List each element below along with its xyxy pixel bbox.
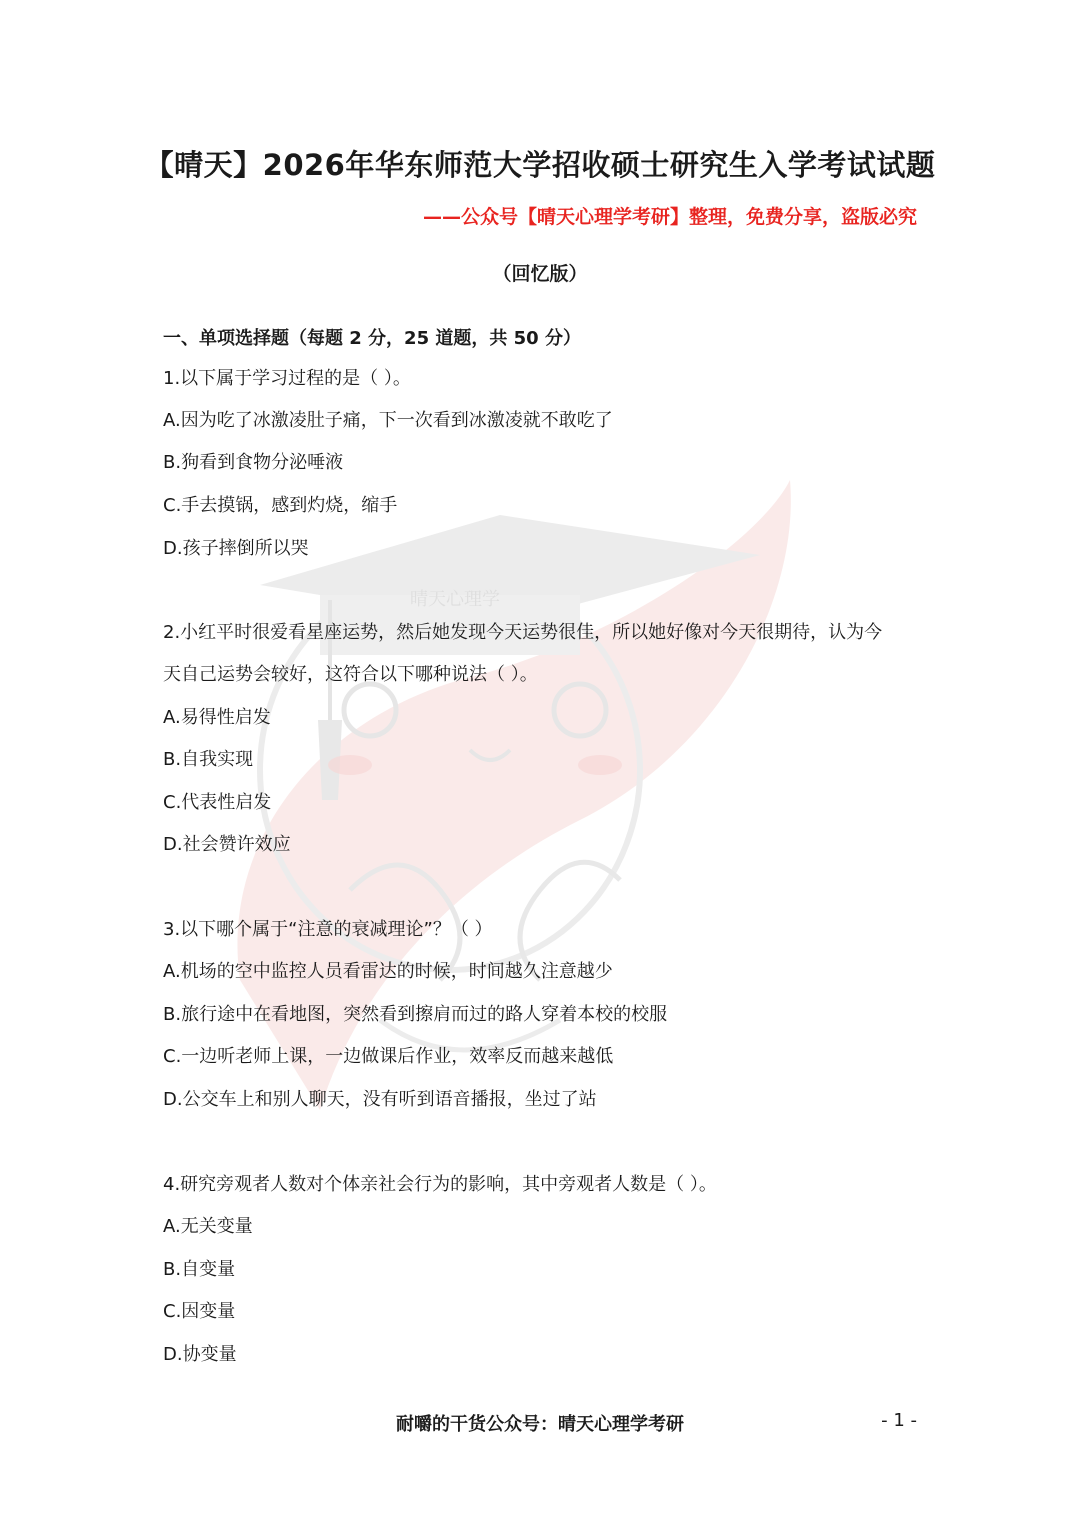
question-2-stem-line-2: 天自己运势会较好，这符合以下哪种说法（ ）。 (163, 664, 538, 685)
footer-text: 耐嚼的干货公众号：晴天心理学考研 (396, 1414, 684, 1435)
page-number: - 1 - (881, 1410, 917, 1431)
question-4-stem: 4.研究旁观者人数对个体亲社会行为的影响，其中旁观者人数是（ ）。 (163, 1174, 717, 1195)
question-2-option-c: C.代表性启发 (163, 792, 272, 813)
document-title: 【晴天】2026年华东师范大学招收硕士研究生入学考试试题 (144, 148, 936, 182)
question-3-option-a: A.机场的空中监控人员看雷达的时候，时间越久注意越少 (163, 961, 613, 982)
question-1-stem: 1.以下属于学习过程的是（ ）。 (163, 368, 411, 389)
question-4-option-c: C.因变量 (163, 1301, 236, 1322)
question-3-option-d: D.公交车上和别人聊天，没有听到语音播报，坐过了站 (163, 1089, 597, 1110)
watermark-text: 晴天心理学 (410, 589, 500, 610)
question-1-option-c: C.手去摸锅，感到灼烧，缩手 (163, 495, 398, 516)
question-2-stem-line-1: 2.小红平时很爱看星座运势，然后她发现今天运势很佳，所以她好像对今天很期待，认为今 (163, 622, 883, 643)
question-4-option-a: A.无关变量 (163, 1216, 253, 1237)
question-3-option-c: C.一边听老师上课，一边做课后作业，效率反而越来越低 (163, 1046, 614, 1067)
question-3-option-b: B.旅行途中在看地图，突然看到擦肩而过的路人穿着本校的校服 (163, 1004, 668, 1025)
question-2-option-b: B.自我实现 (163, 749, 254, 770)
question-1-option-b: B.狗看到食物分泌唾液 (163, 452, 344, 473)
version-note: （回忆版） (492, 263, 588, 285)
question-2-option-a: A.易得性启发 (163, 707, 271, 728)
section-header: 一、单项选择题（每题 2 分，25 道题，共 50 分） (163, 328, 581, 349)
question-3-stem: 3.以下哪个属于“注意的衰减理论”？（ ） (163, 919, 493, 940)
question-1-option-d: D.孩子摔倒所以哭 (163, 538, 309, 559)
question-1-option-a: A.因为吃了冰激凌肚子痛，下一次看到冰激凌就不敢吃了 (163, 410, 613, 431)
question-4-option-b: B.自变量 (163, 1259, 236, 1280)
question-4-option-d: D.协变量 (163, 1344, 237, 1365)
question-2-option-d: D.社会赞许效应 (163, 834, 291, 855)
document-subtitle: ——公众号【晴天心理学考研】整理，免费分享，盗版必究 (422, 206, 917, 228)
